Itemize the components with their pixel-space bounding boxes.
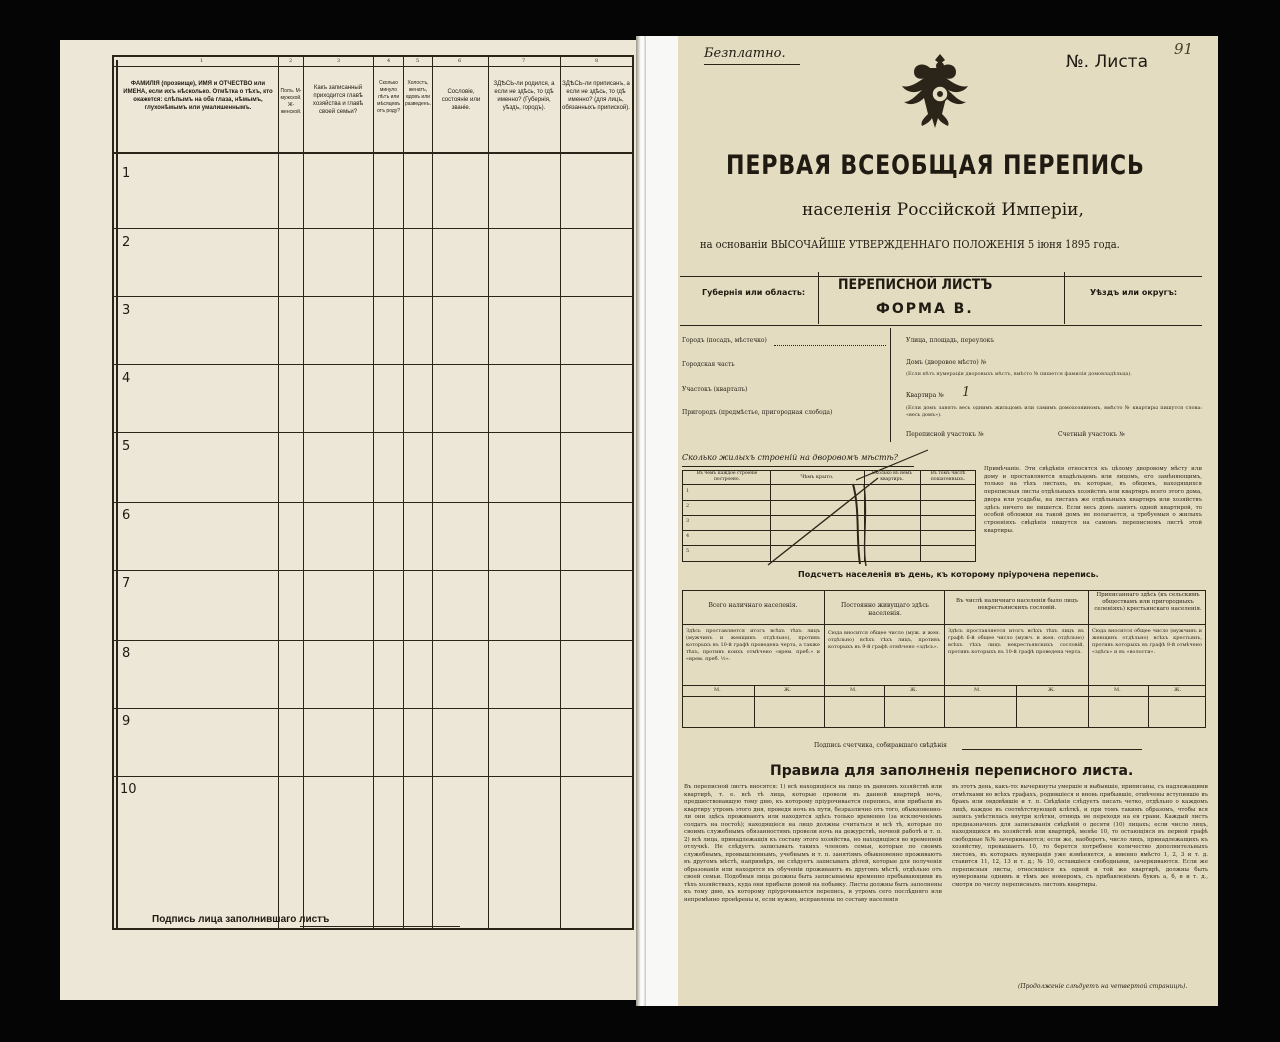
count-header-noncrest: Въ числѣ наличнаго населенія было лицъ некрестьянскихъ сословій. [956, 598, 1078, 611]
bt-header-roof: Чѣмъ крыто. [800, 474, 834, 480]
right-census-sheet [678, 36, 1218, 1006]
gubernia-label: Губернія или область: [702, 288, 806, 297]
imperial-eagle-icon [900, 48, 980, 136]
row-number: 7 [122, 576, 131, 591]
row-number: 2 [122, 235, 131, 250]
bt-row: 4 [686, 533, 690, 539]
count-header-peasant: Приписаннаго здѣсь (къ сельскимъ обществамъ или пригородныхъ селеніяхъ) крестьянскаго населенія. [1094, 592, 1202, 612]
census-title: ПЕРВАЯ ВСЕОБЩАЯ ПЕРЕПИСЬ [726, 150, 1145, 181]
addr-part: Городская часть [682, 361, 735, 368]
col-header-relation: Какъ записанный приходится главѣ хозяйства и главѣ своей семьи? [312, 85, 364, 115]
free-label: Безплатно. [704, 46, 786, 61]
rules-title: Правила для заполненія переписного листа. [770, 763, 1134, 779]
bt-row: 5 [686, 548, 690, 554]
col-number: 7 [522, 58, 526, 64]
row-number: 3 [122, 303, 131, 318]
addr-suburb: Пригородъ (предмѣстье, пригородная слобода) [682, 409, 833, 416]
col-header-estate: Сословіе, состояніе или званіе. [441, 89, 481, 111]
addr-census-district: Переписной участокъ № [906, 431, 984, 438]
mf-label: М. [974, 687, 981, 693]
census-subtitle: населенія Россійской Имперіи, [802, 200, 1084, 220]
row-number: 10 [120, 782, 137, 797]
census-basis: на основаніи ВЫСОЧАЙШЕ УТВЕРЖДЕННАГО ПОЛОЖЕНІЯ 5 іюня 1895 года. [700, 238, 1120, 251]
col-number: 2 [289, 58, 293, 64]
mf-label: Ж. [910, 687, 918, 693]
bt-row: 2 [686, 503, 690, 509]
count-header-total: Всего наличнаго населенія. [708, 602, 798, 609]
left-signature-label: Подпись лица заполнившаго листъ [152, 914, 330, 925]
count-desc-peasant: Сюда вносится общее число (мужчинъ и женщинъ отдѣльно) всѣхъ крестьянъ, противъ которыхъ въ графѣ 8-й отмѣчено «здѣсь» и въ «волости». [1092, 628, 1202, 655]
buildings-question: Сколько жилыхъ строеній на дворовомъ мѣстѣ? [682, 453, 898, 462]
bt-header-ruined: Въ томъ числѣ пошатенныхъ. [930, 471, 966, 482]
sheet-number-label: №. Листа [1066, 52, 1148, 72]
count-desc-permanent: Сюда вносится общее число (муж. и жен. отдѣльно) всѣхъ тѣхъ лицъ, противъ которыхъ въ 9-й графѣ отмѣчено «здѣсь». [828, 630, 940, 650]
addr-apartment: Квартира № [906, 392, 944, 399]
col-number: 1 [200, 58, 204, 64]
mf-label: М. [1114, 687, 1121, 693]
book-fold [636, 36, 646, 1006]
col-header-marital: Холостъ, женатъ, вдовъ или разведенъ. [404, 80, 432, 107]
addr-count-district: Счетный участокъ № [1058, 431, 1125, 438]
row-number: 9 [122, 714, 131, 729]
count-desc-total: Здѣсь проставляется итогъ всѣхъ тѣхъ лицъ (мужчинъ и женщинъ отдѣльно), противъ которыхъ въ 10-й графѣ проведена черта, а также тѣхъ, противъ коихъ отмѣчено «врем. преб.» и «врем. преб. ½». [686, 628, 820, 662]
left-census-sheet [60, 40, 640, 1000]
form-letter: ФОРМА В. [876, 301, 974, 317]
col-header-registered: ЗДѢСЬ-ли приписанъ, а если не здѣсь, то гдѣ именно? (для лицъ, обязанныхъ припиской). [562, 81, 630, 111]
mf-label: Ж. [1174, 687, 1182, 693]
uezd-label: Уѣздъ или округъ: [1090, 288, 1178, 297]
addr-apartment-note: (Если домъ занятъ весь однимъ жильцомъ или самимъ домохозяиномъ, вмѣсто № квартиры пишутся слова: «весь домъ»). [906, 405, 1202, 418]
bt-header-material: Въ чемъ каждое строеніе построено. [696, 471, 758, 482]
buildings-note: Примѣчаніе. Эти свѣдѣнія относятся къ цѣлому дворовому мѣсту или дому и проставляются владѣльцемъ или лицомъ, его замѣняющимъ, только на тѣхъ листахъ, въ которые, въ общемъ, находящихся переписныя листы отдѣльныхъ хозяйствъ или квартиръ всего этого дома, двора или усадьбы, на листахъ же отдѣльныхъ квартиръ или хозяйствъ здѣсь ничего не пишется. Если весь домъ занятъ одной квартирой, то особой обложки на такой домъ не полагается, а требуемыя о жилыхъ строеніяхъ свѣдѣнія пишутся на самомъ переписномъ листѣ этой квартиры. [984, 466, 1202, 534]
mf-label: Ж. [784, 687, 792, 693]
count-desc-noncrest: Здѣсь проставляется итогъ всѣхъ тѣхъ лицъ въ графѣ 6-й общее число (мужч. и жен. отдѣльно) всѣхъ тѣхъ лицъ некрестьянскихъ сословій, противъ которыхъ въ 10-й графѣ проведена черта. [948, 628, 1084, 655]
bt-header-apartments: Сколько въ немъ квартиръ. [871, 471, 913, 482]
row-number: 8 [122, 646, 131, 661]
addr-city: Городъ (посадъ, мѣстечко) [682, 337, 767, 344]
col-number: 8 [595, 58, 599, 64]
rules-right-column: въ этотъ день, какъ-то: вычеркнуты умершіе и выбывшіе, приписаны, съ надлежащими отмѣтками во всѣхъ графахъ, родившіеся и вновь прибывшіе, отмѣчены вступившіе въ бракъ или овдовѣвшіе и т. п. Свѣдѣнія слѣдуетъ писать четко, отдѣльно о каждомъ лицѣ, каждое въ соотвѣтствующей клѣткѣ, и при томъ такимъ образомъ, чтобы вся запись умѣстилась внутри клѣтки, отнюдь не переходя на ея грани. Каждый листъ предназначенъ для записыванія свѣдѣній о десяти (10) лицахъ; если число лицъ, находящихся въ хозяйствѣ или квартирѣ, менѣе 10, то остающіяся въ первой графѣ свободные №№ зачеркиваются; если же, наоборотъ, число лицъ, принадлежащихъ къ хозяйству, превышаетъ 10, то берется потребное количество дополнительныхъ листовъ, въ которыхъ нумерація уже измѣняется, а именно вмѣсто 1, 2, 3 и т. д. ставится 11, 12, 13 и т. д.; № 10, оставшіеся свободными, зачеркиваются. Если же переписныя листы, относящіеся къ одной и той же квартирѣ, должны быть нумерованы однимъ и тѣмъ же номеромъ, съ прибавленіемъ буквъ а, б, в и т. д., смотря по числу переписныхъ листовъ квартиры. [952, 784, 1208, 888]
bt-row: 1 [686, 488, 690, 494]
apartment-value: 1 [962, 385, 971, 400]
bt-row: 3 [686, 518, 690, 524]
col-header-sex: Полъ. М-мужской. Ж-женской. [280, 88, 302, 115]
sheet-title: ПЕРЕПИСНОЙ ЛИСТЪ [838, 277, 993, 293]
page-gutter [646, 36, 678, 1006]
rules-left-column: Въ переписной листъ вносятся: 1) всѣ находящіеся на лицо въ данномъ хозяйствѣ или квартирѣ, т. е. всѣ тѣ лица, которые провели въ данной квартирѣ ночь, предшествовавшую тому дню, къ которому пріурочивается перепись, или прибыли въ квартиру утромъ этого дня, проведя ночь въ пути, безразлично отъ того, обыкновенно-ли они здѣсь проживаютъ или находятся здѣсь только временно (за исключеніемъ солдатъ на постоѣ); находящіеся на лицо должны считаться и всѣ тѣ, которые по своимъ служебнымъ обязанностямъ провели ночь на дежурствѣ, ночной работѣ и т. п. 2) всѣ лица, принадлежащія къ составу этого хозяйства, но находящіяся во временной отлучкѣ. Не слѣдуетъ записывать такихъ членовъ семьи, которые по своимъ служебнымъ, промышленнымъ, учебнымъ и т. п. занятіямъ обыкновенно проживаютъ въ другомъ мѣстѣ, напримѣръ, не слѣдуетъ записывать дѣтей, которые для полученія образованія или находятся въ обученіи проживаютъ въ другомъ мѣстѣ, отдѣльно отъ своей семьи. Подобныя лица должны быть записываемы временно пребывающими въ тѣхъ хозяйствахъ, куда они прибыли домой на побывку. Листы должны быть заполнены къ тому дню, къ которому пріурочивается перепись, и утромъ сего послѣдняго или непремѣнно провѣрены и, если нужно, исправлены по составу населенія [684, 784, 942, 903]
row-number: 1 [122, 166, 131, 181]
count-title: Подсчетъ населенія въ день, къ которому пріурочена перепись. [798, 570, 1099, 579]
addr-district: Участокъ (кварталъ) [682, 386, 748, 393]
sheet-number-value: 91 [1174, 40, 1194, 58]
col-number: 5 [416, 58, 420, 64]
mf-label: М. [714, 687, 721, 693]
col-number: 4 [387, 58, 391, 64]
addr-street: Улица, площадь, переулокъ [906, 337, 995, 344]
col-number: 3 [337, 58, 341, 64]
counter-signature-label: Подпись счетчика, собиравшаго свѣдѣнія [814, 742, 947, 749]
mf-label: М. [850, 687, 857, 693]
count-header-permanent: Постоянно живущаго здѣсь населенія. [841, 602, 929, 617]
col-number: 6 [458, 58, 462, 64]
row-number: 6 [122, 508, 131, 523]
handwritten-strike [738, 440, 948, 570]
col-header-name: ФАМИЛІЯ (прозвище), ИМЯ и ОТЧЕСТВО или ИМЕНА, если ихъ нѣсколько. Отмѣтка о тѣхъ, кто окажется: слѣпымъ на оба глаза, нѣмымъ, глухонѣмымъ или умалишеннымъ. [123, 81, 273, 111]
row-number: 4 [122, 371, 131, 386]
addr-house-note: (Если нѣтъ нумераціи дворовыхъ мѣстъ, вмѣсто № пишется фамилія домовладѣльца). [906, 371, 1132, 377]
col-header-age: Сколько минуло лѣтъ или мѣсяцевъ отъ роду? [376, 80, 401, 114]
rules-continued: (Продолженіе слѣдуетъ на четвертой страницѣ). [1018, 983, 1188, 990]
col-header-birthplace: ЗДѢСЬ-ли родился, а если не здѣсь, то гдѣ именно? (Губернія, уѣздъ, городъ). [493, 81, 555, 111]
addr-house: Домъ (дворовое мѣсто) № [906, 359, 987, 366]
mf-label: Ж. [1048, 687, 1056, 693]
row-number: 5 [122, 439, 131, 454]
